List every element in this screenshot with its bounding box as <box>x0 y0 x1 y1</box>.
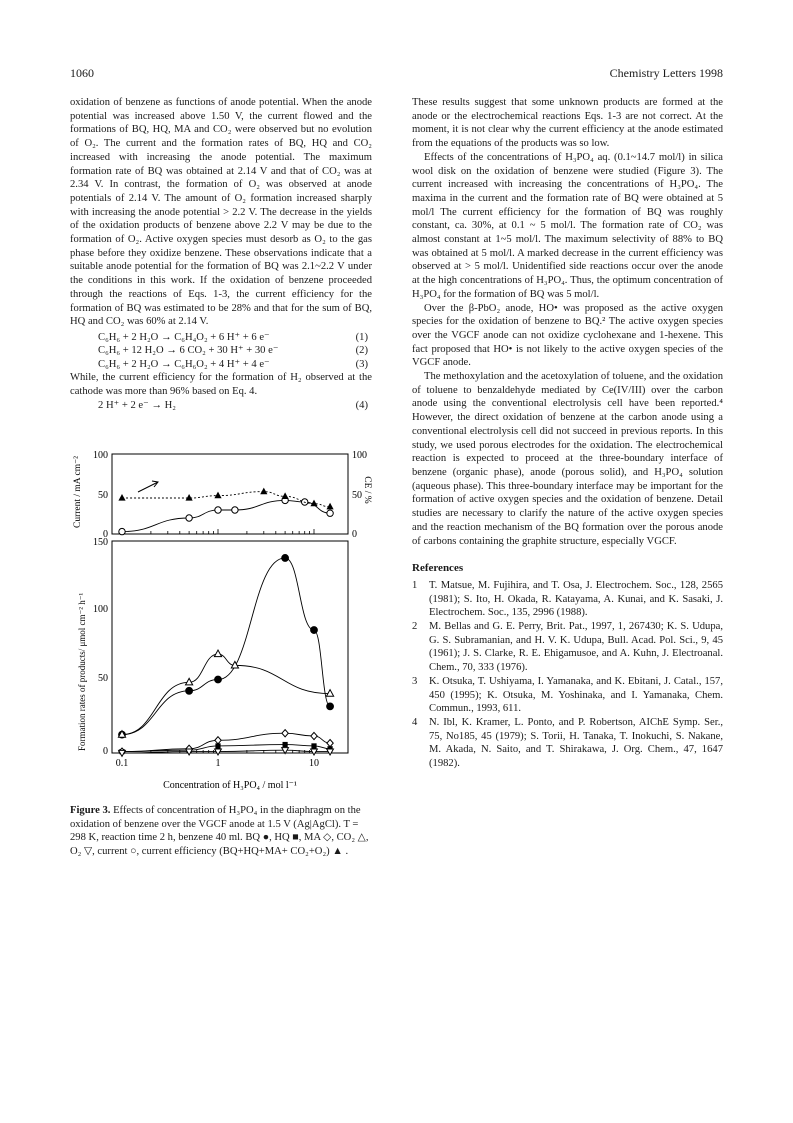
bottom-y-tick: 50 <box>98 673 108 684</box>
arrow-annotation <box>138 482 158 492</box>
top-left-axis-label: Current / mA cm⁻² <box>73 456 83 528</box>
filled-square-marker <box>283 742 288 747</box>
top-left-tick: 0 <box>103 529 108 540</box>
equation-number: (2) <box>355 345 368 357</box>
figure-caption <box>70 804 372 858</box>
open-diamond-marker <box>215 737 221 744</box>
reference-number: 4 <box>412 716 418 728</box>
reference-text: N. Ibl, K. Kramer, L. Ponto, and P. Robertson, AIChE Symp. Ser., 75, No185, 45 (1979); S. Torii, H. Tanaka, T. Inokuchi, S. Nakane, M. Akada, N. Saito, and T. Shirakawa, J. Org. Chem., 47, 1647 (1982). <box>429 716 723 770</box>
filled-triangle-marker <box>310 500 317 507</box>
filled-circle-marker <box>186 687 193 694</box>
chart-marks <box>118 488 333 757</box>
open-triangle-curve <box>122 654 330 735</box>
x-axis-label: Concentration of H₃PO₄ / mol l⁻¹ <box>163 780 297 791</box>
bottom-panel-frame <box>112 541 348 753</box>
filled-triangle-marker <box>326 503 333 510</box>
reference-item <box>412 579 723 620</box>
filled-circle-marker <box>215 676 222 683</box>
reference-text: M. Bellas and G. E. Perry, Brit. Pat., 1997, 1, 267430; K. S. Udupa, G. S. Subramanian, and H. V. K. Udupa, Bull. Acad. Pol. Sci., 9, 45 (1961); J. S. Clarke, R. E. Ehigamusoe, and A. Kuhn, J. Electroanal. Chem., 70, 333 (1976). <box>429 621 723 674</box>
equation-block <box>70 331 372 372</box>
caption-label: Figure 3. <box>70 805 111 816</box>
bottom-y-axis-label: Formation rates of products/ μmol cm⁻² h⁻¹ <box>77 592 87 751</box>
journal-header: Chemistry Letters 1998 <box>609 66 723 80</box>
open-triangle-marker <box>214 650 221 657</box>
bottom-y-tick: 150 <box>93 537 108 548</box>
references-heading: References <box>412 562 464 575</box>
top-left-tick: 100 <box>93 450 108 461</box>
equation-text: C₆H₆ + 2 H₂O → C₆H₄O₂ + 6 H⁺ + 6 e⁻ <box>98 331 270 343</box>
right-column <box>412 96 723 771</box>
open-circle-marker <box>215 507 221 513</box>
x-tick: 0.1 <box>115 758 129 769</box>
filled-circle-marker <box>311 627 318 634</box>
top-right-tick: 100 <box>352 450 367 461</box>
equation-text: C₆H₆ + 2 H₂O → C₆H₆O₂ + 4 H⁺ + 4 e⁻ <box>98 358 270 370</box>
right-paragraph: The methoxylation and the acetoxylation of toluene, and the oxidation of toluene to benzaldehyde mediated by Ce(IV/III) over the carbon anode using the conventional electrolysis cell have been reported.⁴ However, the direct oxidation of benzene at the carbon anode using a conventional electrolysis cell did not succeed in previous reports. In this study, we used porous electrodes for the oxidation. The electrochemical reaction is expected to proceed at the three-boundary interface of benzene (organic phase), anode (porous solid), and H₃PO₄ solution (aqueous phase). This three-boundary interface may be important for the formation of active oxygen species and the oxidation of benzene. Detail studies are necessary to clarify the nature of the active oxygen species and the reaction mechanism of the BQ formation over the porous anode of carbons containing the graphite structure, especially VGCF. <box>412 371 723 547</box>
equation-4 <box>98 399 372 413</box>
filled-triangle-curve <box>122 492 330 507</box>
equation-block <box>70 399 372 413</box>
filled-circle-marker <box>282 555 289 562</box>
left-paragraph: oxidation of benzene as functions of anode potential. When the anode potential was increased above 1.50 V, the current flowed and the formations of BQ, HQ, MA and CO₂ were observed but no evolution of O₂. The current and the formation rates of BQ, HQ and CO₂ increased with increasing the anode potential. The maximum formation rate of BQ was obtained at 2.14 V and that of CO₂ was at 2.34 V. In contrast, the formation of O₂ was observed at anode potentials of 2.14 V. The amount of O₂ formation increased sharply with increasing the anode potential > 2.2 V. The decrease in the yields of the oxidation products of benzene above 2.2 V may be due to the formation of O₂. Active oxygen species must desorb as O₂ to the gas phase before they oxidize benzene. These observations indicate that a suitable anode potential for the formation of BQ was 2.1~2.2 V under the conditions in this work. If the oxidation of benzene proceeded through the reactions of Eqs. 1-3, the current efficiency for the formation of BQ was estimated to be 28% and that for the sum of BQ, HQ and CO₂ was 60% at 2.14 V. <box>70 97 372 328</box>
open-circle-marker <box>119 528 125 534</box>
equation-number: (4) <box>355 399 368 411</box>
caption-text: Effects of concentration of H₃PO₄ in the diaphragm on the oxidation of benzene over the VGCF anode at 1.5 V (Ag|AgCl). T = 298 K, reaction time 2 h, benzene 40 ml. BQ ●, HQ ■, MA ◇, CO₂ △, O₂ ▽, current ○, current efficiency (BQ+HQ+MA+ CO₂+O₂) ▲ . <box>70 805 369 857</box>
reference-text: K. Otsuka, T. Ushiyama, I. Yamanaka, and K. Ebitani, J. Catal., 157, 450 (1995); K. Otsuka, M. Yoshinaka, and I. Yamanaka, Chem. Commun., 1993, 611. <box>429 675 723 715</box>
open-diamond-marker <box>311 732 317 739</box>
bottom-y-tick: 0 <box>103 746 108 757</box>
figure-3 <box>70 448 370 798</box>
left-column <box>70 96 372 412</box>
equation-1 <box>98 331 372 345</box>
right-paragraph: Effects of the concentrations of H₃PO₄ aq. (0.1~14.7 mol/l) in silica wool disk on the oxidation of benzene were studied (Figure 3). The current increased with increasing the concentrations of H₃PO₄. The maxima in the current and the formation rate of BQ were obtained at 5 mol/l The current efficiency for the formation of BQ was roughly constant, ca. 30%, at 0.1 ~ 5 mol/l. The formation rate of CO₂ was almost constant at 1~5 mol/l. The maximum selectivity of 88% to BQ was obtained at 5 mol/l. A marked decrease in the current efficiency was observed at > 5 mol/l. Unidentified side reactions occur over the anode at the high concentrations of H₃PO₄. Thus, the optimum concentration of H₃PO₄ for the formation of BQ was 5 mol/l. <box>412 151 723 300</box>
equation-number: (3) <box>355 358 368 370</box>
right-paragraph: These results suggest that some unknown products are formed at the anode or the electrochemical reactions Eqs. 1-3 are not correct. At the moment, it is not clear why the current efficiency at the anode estimated from the equations of the products was so low. <box>412 97 723 150</box>
top-panel-frame <box>112 454 348 534</box>
filled-triangle-marker <box>282 492 289 499</box>
open-triangle-marker <box>326 690 333 697</box>
top-right-tick: 50 <box>352 490 362 501</box>
open-circle-curve <box>122 500 330 531</box>
equation-3 <box>98 358 372 372</box>
equation-text: C₆H₆ + 12 H₂O → 6 CO₂ + 30 H⁺ + 30 e⁻ <box>98 345 279 357</box>
reference-text: T. Matsue, M. Fujihira, and T. Osa, J. Electrochem. Soc., 128, 2565 (1981); S. Ito, H. Okada, R. Katayama, A. Kunai, and K. Sasaki, J. Electrochem. Soc., 135, 2996 (1988). <box>429 579 723 619</box>
top-right-tick: 0 <box>352 529 357 540</box>
x-tick: 10 <box>309 758 319 769</box>
right-paragraph: Over the β-PbO₂ anode, HO• was proposed as the active oxygen species for the oxidation of benzene to BQ.² The active oxygen species over the VGCF anode can not oxidize cyclohexane and 1-hexene. This fact proposed that HO• is not likely to the active oxygen species of the VGCF anode. <box>412 302 723 369</box>
filled-triangle-marker <box>214 492 221 499</box>
left-paragraph: While, the current efficiency for the formation of H₂ observed at the cathode was more than 96% based on Eq. 4. <box>70 372 372 398</box>
reference-number: 3 <box>412 675 418 687</box>
top-right-axis-label: CE / % <box>362 476 372 504</box>
filled-triangle-marker <box>186 494 193 501</box>
reference-item <box>412 716 723 771</box>
filled-square-marker <box>311 743 316 748</box>
equation-number: (1) <box>355 331 368 343</box>
reference-number: 2 <box>412 621 418 633</box>
reference-item <box>412 620 723 675</box>
open-circle-marker <box>186 515 192 521</box>
top-left-tick: 50 <box>98 490 108 501</box>
filled-triangle-marker <box>118 494 125 501</box>
open-diamond-marker <box>327 740 333 747</box>
reference-number: 1 <box>412 579 418 591</box>
open-circle-marker <box>327 510 333 516</box>
open-diamond-curve <box>122 733 330 751</box>
equation-2 <box>98 344 372 358</box>
bottom-y-tick: 100 <box>93 604 108 615</box>
equation-text: 2 H⁺ + 2 e⁻ → H₂ <box>98 399 176 411</box>
filled-circle-curve <box>122 558 330 735</box>
filled-triangle-marker <box>260 488 267 495</box>
x-tick: 1 <box>215 758 221 769</box>
page-number: 1060 <box>70 66 94 80</box>
filled-circle-marker <box>327 703 334 710</box>
open-diamond-marker <box>282 730 288 737</box>
open-circle-marker <box>232 507 238 513</box>
reference-item <box>412 675 723 716</box>
